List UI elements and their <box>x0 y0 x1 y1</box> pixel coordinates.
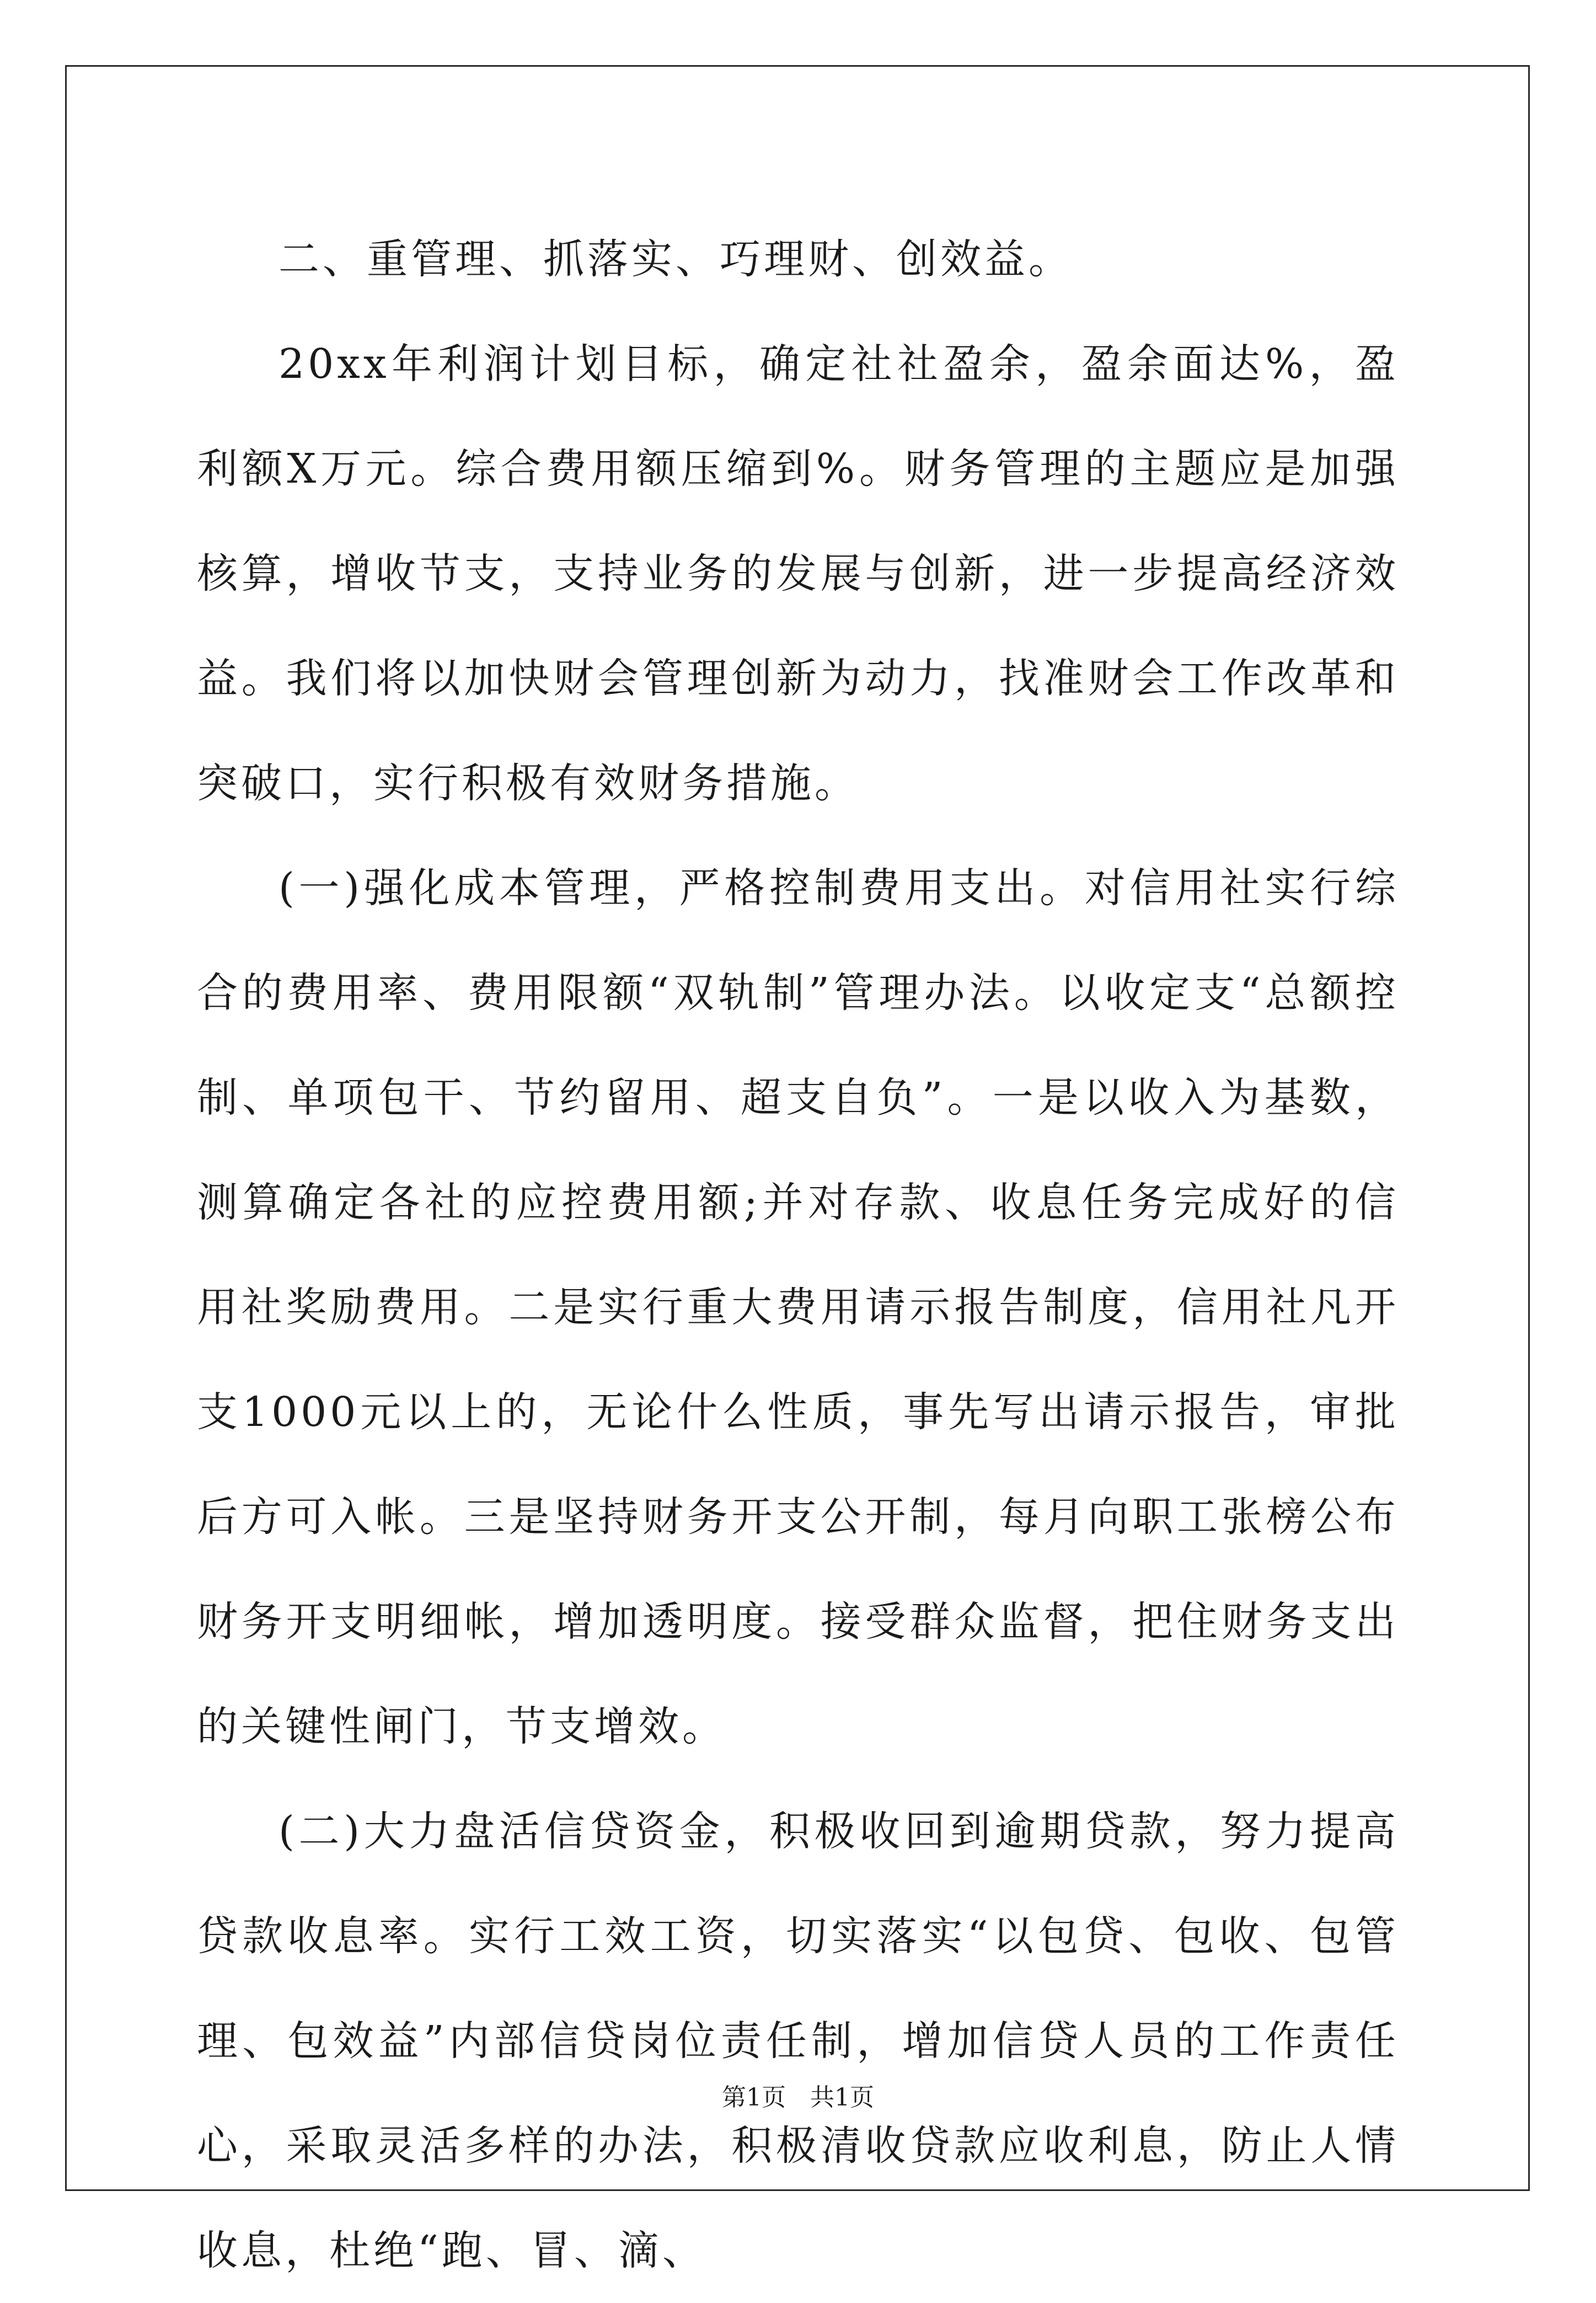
page-total: 共1页 <box>810 2083 874 2112</box>
page-footer <box>0 2081 1596 2114</box>
paragraph-heading: 二、重管理、抓落实、巧理财、创效益。 <box>279 236 1073 283</box>
page-number: 第1页 <box>722 2083 786 2112</box>
paragraph-profit-target: 20xx年利润计划目标，确定社社盈余，盈余面达%，盈利额X万元。综合费用额压缩到%。财务管理的主题应是加强核算，增收节支，支持业务的发展与创新，进一步提高经济效益。我们将以加快财会管理创新为动力，找准财会工作改革和突破口，实行积极有效财务措施。 <box>197 340 1399 807</box>
paragraph-cost-control: (一)强化成本管理，严格控制费用支出。对信用社实行综合的费用率、费用限额“双轨制”管理办法。以收定支“总额控制、单项包干、节约留用、超支自负”。一是以收入为基数，测算确定各社的应控费用额;并对存款、收息任务完成好的信用社奖励费用。二是实行重大费用请示报告制度，信用社凡开支1000元以上的，无论什么性质，事先写出请示报告，审批后方可入帐。三是坚持财务开支公开制，每月向职工张榜公布财务开支明细帐，增加透明度。接受群众监督，把住财务支出的关键性闸门，节支增效。 <box>197 864 1399 1750</box>
paragraph-credit-funds: (二)大力盘活信贷资金，积极收回到逾期贷款，努力提高贷款收息率。实行工效工资，切实落实“以包贷、包收、包管理、包效益”内部信贷岗位责任制，增加信贷人员的工作责任心，采取灵活多样的办法，积极清收贷款应收利息，防止人情收息，杜绝“跑、冒、滴、 <box>197 1808 1399 2274</box>
document-body <box>197 207 1399 2303</box>
